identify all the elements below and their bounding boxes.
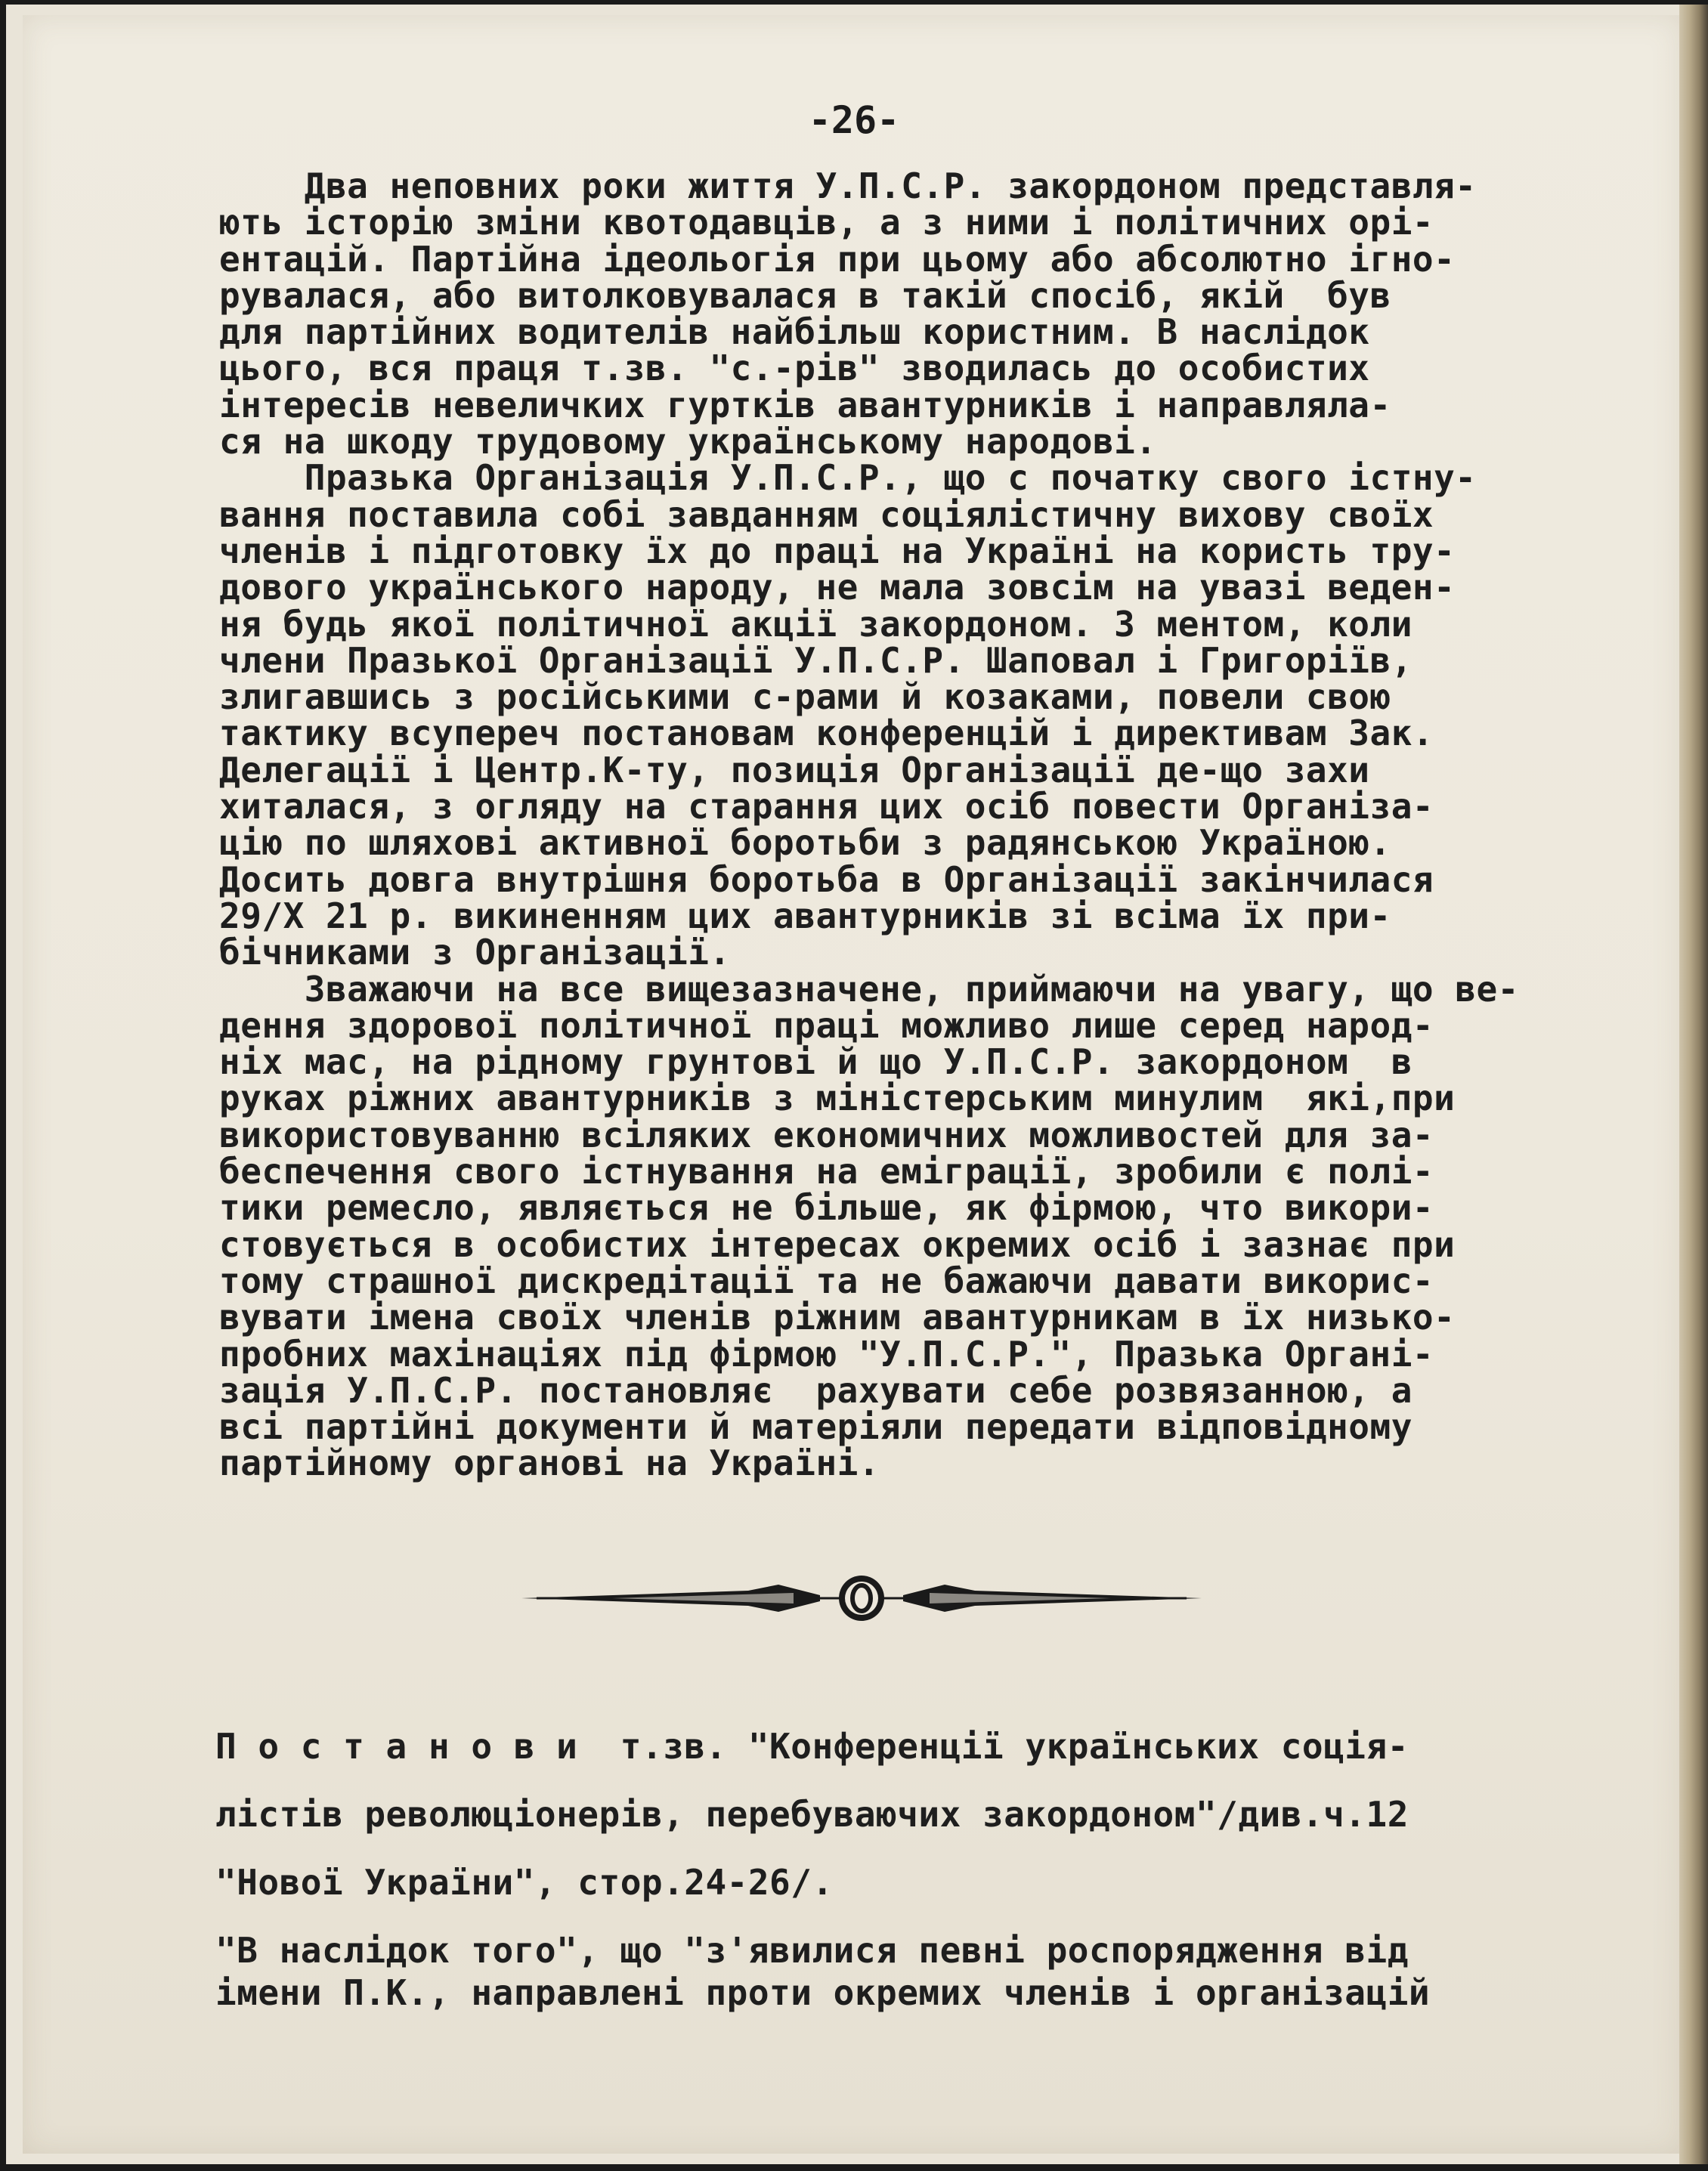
text-line: ся на шкоду трудовому українському народові. <box>219 421 1157 462</box>
resolution-section <box>215 1727 1666 2015</box>
text-line: члени Празької Організації У.П.С.Р. Шаповал і Григоріїв, <box>219 639 1413 681</box>
resolution-quote-line: "В наслідок того", що "з'явилися певні роспорядження від <box>215 1930 1409 1971</box>
text-line: тому страшної дискредітації та не бажаючи давати викорис- <box>219 1260 1434 1301</box>
resolution-heading-line: "Нової України", стор.24-26/. <box>215 1862 834 1903</box>
text-line: тики ремесло, являється не більше, як фірмою, что викори- <box>219 1187 1434 1229</box>
text-line: Празька Організація У.П.С.Р., що с початку свого істну- <box>219 457 1477 499</box>
text-line: зація У.П.С.Р. постановляє рахувати себе розвязанною, а <box>219 1369 1413 1411</box>
text-line: вувати імена своїх членів ріжним авантурникам в їх низько- <box>219 1297 1456 1338</box>
text-line: членів і підготовку їх до праці на Україні на користь тру- <box>219 530 1456 571</box>
text-line: рувалася, або витолковувалася в такій спосіб, якій був <box>219 274 1391 316</box>
text-line: 29/X 21 р. викиненням цих авантурників зі всіма їх при- <box>219 895 1391 936</box>
text-line: хиталася, з огляду на старання цих осіб повести Організа- <box>219 786 1434 827</box>
text-line: дового українського народу, не мала зовсім на увазі веден- <box>219 567 1456 608</box>
text-line: тактику всупереч постановам конференцій і директивам Зак. <box>219 713 1434 754</box>
text-line: пробних махінаціях під фірмою "У.П.С.Р.", Празька Органі- <box>219 1333 1434 1375</box>
paragraph-3 <box>219 968 1655 1484</box>
text-line: Досить довга внутрішня боротьба в Організації закінчилася <box>219 858 1434 900</box>
text-line: ентацій. Партійна ідеольогія при цьому або абсолютно ігно- <box>219 238 1456 280</box>
resolution-heading-line: П о с т а н о в и т.зв. "Конференції українських соція- <box>215 1726 1409 1767</box>
text-line: бічниками з Організації. <box>219 932 731 973</box>
text-line: використовуванню всіляких економичних можливостей для за- <box>219 1114 1434 1155</box>
text-line: Делегації і Центр.К-ту, позиція Організації де-що захи <box>219 749 1370 790</box>
text-line: руках ріжних авантурників з міністерським минулим які,при <box>219 1078 1456 1119</box>
decorative-divider-icon <box>521 1568 1202 1628</box>
text-line: беспечення свого істнування на еміграції, зробили є полі- <box>219 1151 1434 1192</box>
text-line: Два неповних роки життя У.П.С.Р. закордоном представля- <box>219 165 1477 206</box>
text-line: дення здорової політичної праці можливо лише серед народ- <box>219 1004 1434 1046</box>
text-line: ня будь якої політичної акції закордоном. З ментом, коли <box>219 603 1413 645</box>
text-line: партійному органові на Україні. <box>219 1443 880 1484</box>
book-spine-edge <box>1679 5 1708 2164</box>
text-line: всі партійні документи й матеріяли передати відповідному <box>219 1406 1413 1448</box>
text-line: злигавшись з російськими с-рами й козаками, повели свою <box>219 676 1391 718</box>
text-line: стовується в особистих інтересах окремих осіб і зазнає при <box>219 1223 1456 1265</box>
text-line: вання поставила собі завданням соціялістичну вихову своїх <box>219 493 1434 535</box>
resolution-quote-line: імени П.К., направлені проти окремих членів і організацій <box>215 1972 1431 2013</box>
text-line: ють історію зміни квотодавців, а з ними і політичних орі- <box>219 202 1434 243</box>
text-line: цію по шляхові активної боротьби з радянською Україною. <box>219 822 1391 864</box>
resolution-heading-line: лістів революціонерів, перебуваючих закордоном"/див.ч.12 <box>215 1794 1409 1835</box>
page-number: -26- <box>808 98 900 142</box>
text-line: ніх мас, на рідному грунтові й що У.П.С.Р. закордоном в <box>219 1041 1413 1083</box>
document-body <box>219 165 1655 1484</box>
text-line: Зважаючи на все вищезазначене, приймаючи на увагу, що ве- <box>219 968 1519 1010</box>
text-line: для партійних водителів найбільш користним. В наслідок <box>219 311 1370 353</box>
paragraph-2 <box>219 457 1655 973</box>
text-line: інтересів невеличких гуртків авантурників і направляла- <box>219 384 1391 425</box>
text-line: цього, вся праця т.зв. "с.-рів" зводилась до особистих <box>219 348 1370 389</box>
paragraph-1 <box>219 165 1655 462</box>
